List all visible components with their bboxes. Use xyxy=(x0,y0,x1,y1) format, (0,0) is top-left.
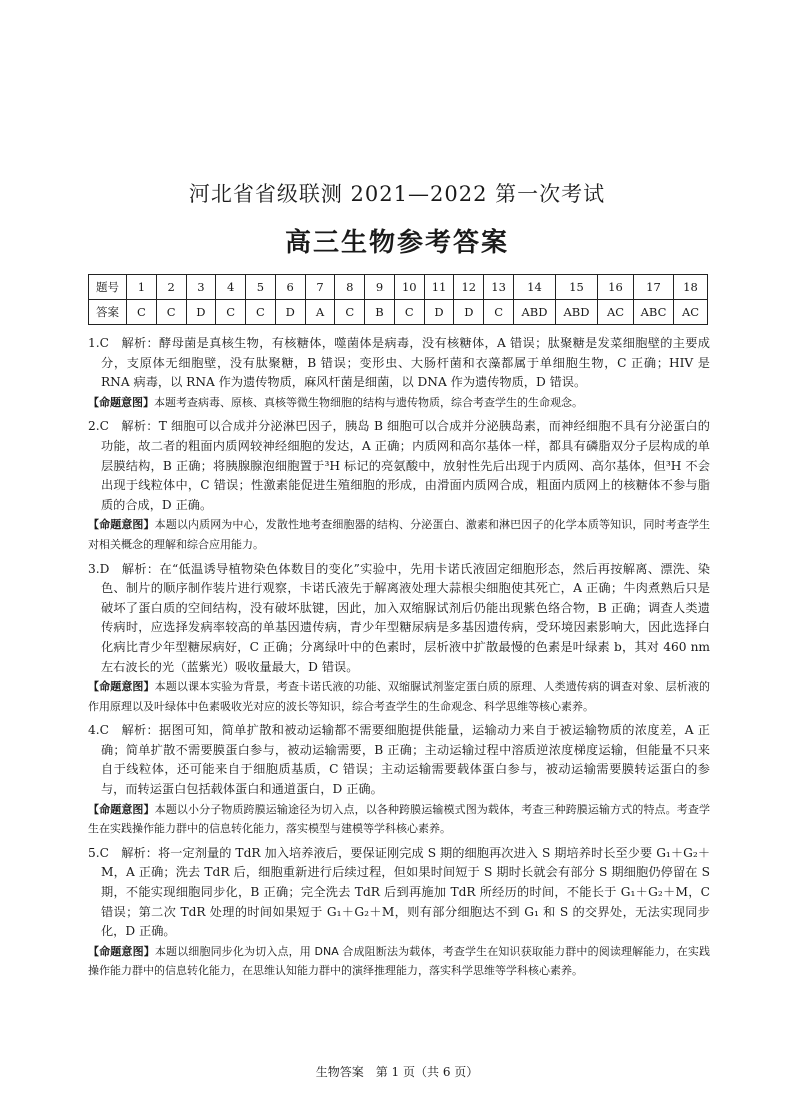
question-explanation xyxy=(88,844,710,942)
intent-note xyxy=(88,393,710,413)
analysis-text: T 细胞可以合成并分泌淋巴因子，胰岛 B 细胞可以合成并分泌胰岛素，而神经细胞不具有分泌蛋白的功能，故二者的粗面内质网较神经细胞的发达，A 正确；内质网和高尔基体一样，都具有磷脂双分子层构成的单层膜结构，B 正确；将胰腺腺泡细胞置于³H 标记的亮氨酸中，放射性先后出现于内质网、高尔基体，但³H 不会出现于线粒体中，C 错误；性激素能促进生殖细胞的形成，由滑面内质网合成，粗面内质网上的核糖体不参与脂质的合成，D 正确。 xyxy=(101,419,710,512)
intent-text: 本题以小分子物质跨膜运输途径为切入点，以各种跨膜运输模式图为载体，考查三种跨膜运输方式的特点。考查学生在实践操作能力群中的信息转化能力，落实模型与建模等学科核心素养。 xyxy=(88,802,710,836)
intent-tag: 【命题意图】 xyxy=(88,680,155,694)
intent-text: 本题以细胞同步化为切入点，用 DNA 合成阻断法为载体，考查学生在知识获取能力群中的阅读理解能力，在实践操作能力群中的信息转化能力，在思维认知能力群中的演绎推理能力，落实科学思维等学科核心素养。 xyxy=(88,944,711,978)
answer-table-number-row xyxy=(89,275,708,300)
analysis-text: 将一定剂量的 TdR 加入培养液后，要保证刚完成 S 期的细胞再次进入 S 期培养时长至少要 G₁＋G₂＋M，A 正确；洗去 TdR 后，细胞重新进行后续过程，但如果时间短于 S 期时长就会有部分 S 期细胞仍停留在 S 期，不能实现细胞同步化，B 正确；完全洗去 TdR 后到再施加 TdR 所经历的时间，不能长于 G₁＋G₂＋M，C 错误；第二次 TdR 处理的时间如果短于 G₁＋G₂＋M，则有部分细胞达不到 G₁ 和 S 的交界处，无法实现同步化，D 正确。 xyxy=(101,845,711,939)
analysis-text: 酵母菌是真核生物，有核糖体，噬菌体是病毒，没有核糖体，A 错误；肽聚糖是发菜细胞壁的主要成分，支原体无细胞壁，没有肽聚糖，B 错误；变形虫、大肠杆菌和衣藻都属于单细胞生物，C 正确；HIV 是 RNA 病毒，以 RNA 作为遗传物质，麻风杆菌是细菌，以 DNA 作为遗传物质，D 错误。 xyxy=(101,336,710,390)
answer-cell: ABD xyxy=(514,300,556,325)
intent-tag: 【命题意图】 xyxy=(88,518,155,532)
intent-note xyxy=(88,677,710,716)
question-number: 2.C xyxy=(88,419,109,434)
question-number-cell: 1 xyxy=(127,275,157,300)
question-number-cell: 18 xyxy=(674,275,708,300)
answer-cell: D xyxy=(275,300,305,325)
intent-note xyxy=(88,800,710,839)
answer-cell: C xyxy=(216,300,246,325)
question-number-cell: 10 xyxy=(394,275,424,300)
answer-cell: D xyxy=(424,300,454,325)
answer-cell: C xyxy=(127,300,157,325)
document-subtitle: 高三生物参考答案 xyxy=(284,228,509,258)
question-number: 5.C xyxy=(88,845,109,860)
page-footer: 生物答案 第 1 页（共 6 页） xyxy=(315,1065,479,1079)
question-number-cell: 15 xyxy=(556,275,598,300)
question-explanation xyxy=(88,334,710,393)
question-number-cell: 4 xyxy=(216,275,246,300)
answer-cell: C xyxy=(246,300,276,325)
question-number-cell: 14 xyxy=(514,275,556,300)
analysis-label: 解析： xyxy=(121,336,160,350)
analysis-label: 解析： xyxy=(121,723,160,738)
question-number-cell: 2 xyxy=(156,275,186,300)
question-number-cell: 12 xyxy=(454,275,484,300)
question-number-cell: 17 xyxy=(634,275,674,300)
question-number-cell: 16 xyxy=(598,275,634,300)
question-number-cell: 7 xyxy=(305,275,335,300)
answer-cell: B xyxy=(365,300,395,325)
row-label: 答案 xyxy=(89,300,127,325)
answer-cell: D xyxy=(186,300,216,325)
question-number-cell: 6 xyxy=(275,275,305,300)
intent-tag: 【命题意图】 xyxy=(88,944,155,958)
answer-explanations xyxy=(88,334,710,986)
intent-text: 本题考查病毒、原核、真核等微生物细胞的结构与遗传物质，综合考查学生的生命观念。 xyxy=(154,395,583,409)
question-explanation xyxy=(88,560,710,678)
analysis-label: 解析： xyxy=(121,419,159,434)
question-number-cell: 8 xyxy=(335,275,365,300)
row-label: 题号 xyxy=(89,275,127,300)
question-explanation xyxy=(88,417,710,515)
analysis-label: 解析： xyxy=(121,845,158,860)
question-number-cell: 11 xyxy=(424,275,454,300)
intent-tag: 【命题意图】 xyxy=(88,395,154,409)
question-number: 1.C xyxy=(88,336,109,350)
analysis-label: 解析： xyxy=(121,561,160,576)
answer-cell: C xyxy=(335,300,365,325)
intent-note xyxy=(88,515,710,554)
analysis-text: 在“低温诱导植物染色体数目的变化”实验中，先用卡诺氏液固定细胞形态，然后再按解离、漂洗、染色、制片的顺序制作装片进行观察，卡诺氏液先于解离液处理大蒜根尖细胞使其死亡，A 正确；牛肉煮熟后只是破坏了蛋白质的空间结构，没有破坏肽键，因此，加入双缩脲试剂后仍能出现紫色络合物，B 正确；调查人类遗传病时，应选择发病率较高的单基因遗传病，青少年型糖尿病是多基因遗传病，受环境因素影响大，因此选择白化病比青少年型糖尿病好，C 正确；分离绿叶中的色素时，层析液中扩散最慢的色素是叶绿素 b，其对 460 nm 左右波长的光（蓝紫光）吸收量最大，D 错误。 xyxy=(101,561,710,674)
question-number-cell: 13 xyxy=(484,275,514,300)
question-explanation xyxy=(88,721,710,799)
question-number: 3.D xyxy=(88,561,110,576)
analysis-text: 据图可知，简单扩散和被动运输都不需要细胞提供能量，运输动力来自于被运输物质的浓度差，A 正确；简单扩散不需要膜蛋白参与，被动运输需要，B 正确；主动运输过程中溶质逆浓度梯度运输，但能量不只来自于线粒体，还可能来自于细胞质基质，C 错误；主动运输需要载体蛋白参与，被动运输需要膜转运蛋白的参与，而转运蛋白包括载体蛋白和通道蛋白，D 正确。 xyxy=(101,723,710,797)
exam-title: 河北省省级联测 2021—2022 第一次考试 xyxy=(188,182,606,206)
question-number-cell: 3 xyxy=(186,275,216,300)
intent-tag: 【命题意图】 xyxy=(88,802,155,816)
intent-text: 本题以内质网为中心，发散性地考查细胞器的结构、分泌蛋白、激素和淋巴因子的化学本质等知识，同时考查学生对相关概念的理解和综合应用能力。 xyxy=(88,518,710,551)
question-number: 4.C xyxy=(88,723,109,738)
question-number-cell: 9 xyxy=(365,275,395,300)
intent-text: 本题以课本实验为背景，考查卡诺氏液的功能、双缩脲试剂鉴定蛋白质的原理、人类遗传病的调查对象、层析液的作用原理以及叶绿体中色素吸收光对应的波长等知识，综合考查学生的生命观念、科学思维等核心素养。 xyxy=(88,680,710,713)
answer-cell: AC xyxy=(598,300,634,325)
answer-cell: C xyxy=(394,300,424,325)
answer-cell: AC xyxy=(674,300,708,325)
intent-note xyxy=(88,942,710,981)
answer-cell: D xyxy=(454,300,484,325)
answer-table-answer-row xyxy=(89,300,708,325)
answer-cell: A xyxy=(305,300,335,325)
question-number-cell: 5 xyxy=(246,275,276,300)
answer-cell: ABD xyxy=(556,300,598,325)
answer-table xyxy=(88,274,708,325)
answer-cell: C xyxy=(484,300,514,325)
answer-cell: ABC xyxy=(634,300,674,325)
answer-cell: C xyxy=(156,300,186,325)
